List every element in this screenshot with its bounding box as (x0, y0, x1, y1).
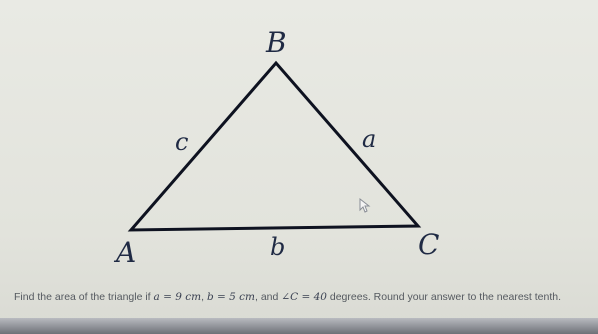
side-label-b: b (270, 233, 286, 261)
question-sep-1: , (201, 291, 207, 303)
mouse-pointer-icon (359, 198, 373, 214)
side-b-value: b = 5 cm (206, 291, 255, 303)
vertex-label-c: C (418, 228, 440, 261)
vertex-label-b: B (266, 26, 287, 59)
side-label-a: a (362, 125, 377, 153)
side-a-value: a = 9 cm (153, 291, 202, 303)
question-sep-2: , and (255, 291, 282, 303)
question-suffix: degrees. Round your answer to the nearest tenth. (326, 291, 562, 303)
question-text (14, 291, 561, 303)
question-prefix: Find the area of the triangle if (14, 291, 154, 303)
bottom-bar (0, 318, 598, 334)
side-label-c: c (175, 128, 189, 156)
vertex-label-a: A (116, 236, 137, 269)
angle-c-value: ∠C = 40 (281, 291, 327, 303)
